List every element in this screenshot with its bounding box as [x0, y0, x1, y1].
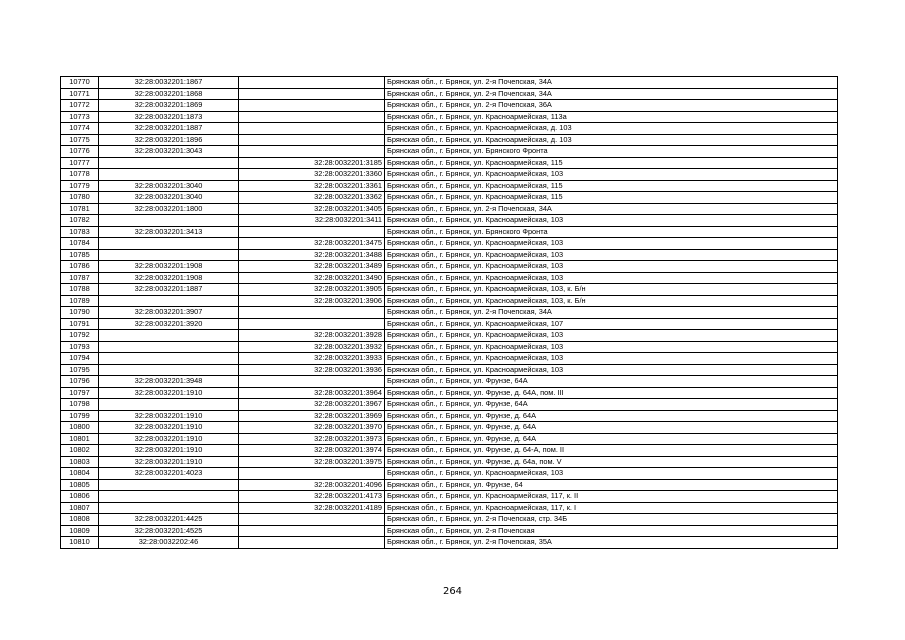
cadastral-number-2-cell: 32:28:0032201:3975 [239, 456, 385, 468]
address-cell: Брянская обл., г. Брянск, ул. Красноармейская, 103 [385, 341, 838, 353]
table-row [61, 249, 838, 261]
table-row [61, 376, 838, 388]
row-number-cell: 10804 [61, 468, 99, 480]
table-row [61, 364, 838, 376]
address-cell: Брянская обл., г. Брянск, ул. 2-я Почепская, 34А [385, 77, 838, 89]
cadastral-number-2-cell [239, 111, 385, 123]
cadastral-number-2-cell: 32:28:0032201:3362 [239, 192, 385, 204]
address-cell: Брянская обл., г. Брянск, ул. Фрунзе, 64А [385, 399, 838, 411]
cadastral-number-cell [99, 249, 239, 261]
address-cell: Брянская обл., г. Брянск, ул. 2-я Почепская, 34А [385, 307, 838, 319]
cadastral-number-cell: 32:28:0032201:4425 [99, 514, 239, 526]
cadastral-number-cell: 32:28:0032201:1910 [99, 410, 239, 422]
cadastral-number-2-cell: 32:28:0032201:3970 [239, 422, 385, 434]
table-row [61, 479, 838, 491]
address-cell: Брянская обл., г. Брянск, ул. Красноармейская, 103, к. Б/н [385, 295, 838, 307]
table-row [61, 134, 838, 146]
cadastral-number-2-cell: 32:28:0032201:3974 [239, 445, 385, 457]
row-number-cell: 10809 [61, 525, 99, 537]
row-number-cell: 10803 [61, 456, 99, 468]
table-row [61, 272, 838, 284]
cadastral-number-cell: 32:28:0032201:3907 [99, 307, 239, 319]
address-cell: Брянская обл., г. Брянск, ул. 2-я Почепская, 35А [385, 537, 838, 549]
cadastral-number-2-cell [239, 100, 385, 112]
cadastral-number-2-cell: 32:28:0032201:3489 [239, 261, 385, 273]
row-number-cell: 10799 [61, 410, 99, 422]
cadastral-number-2-cell [239, 226, 385, 238]
register-table-body [61, 77, 838, 549]
table-row [61, 238, 838, 250]
table-row [61, 422, 838, 434]
cadastral-number-cell: 32:28:0032201:1908 [99, 272, 239, 284]
row-number-cell: 10805 [61, 479, 99, 491]
cadastral-number-cell: 32:28:0032201:3040 [99, 192, 239, 204]
cadastral-number-cell: 32:28:0032201:1910 [99, 387, 239, 399]
cadastral-number-cell: 32:28:0032201:1910 [99, 445, 239, 457]
address-cell: Брянская обл., г. Брянск, ул. Красноармейская, 103 [385, 353, 838, 365]
cadastral-number-2-cell: 32:28:0032201:3361 [239, 180, 385, 192]
address-cell: Брянская обл., г. Брянск, ул. Красноармейская, 103, к. Б/н [385, 284, 838, 296]
row-number-cell: 10806 [61, 491, 99, 503]
row-number-cell: 10801 [61, 433, 99, 445]
table-row [61, 456, 838, 468]
address-cell: Брянская обл., г. Брянск, ул. Красноармейская, 103 [385, 330, 838, 342]
cadastral-number-2-cell: 32:28:0032201:3932 [239, 341, 385, 353]
address-cell: Брянская обл., г. Брянск, ул. Фрунзе, д. 64а, пом. V [385, 456, 838, 468]
cadastral-number-2-cell [239, 307, 385, 319]
cadastral-number-2-cell: 32:28:0032201:3928 [239, 330, 385, 342]
cadastral-number-2-cell [239, 123, 385, 135]
table-row [61, 410, 838, 422]
row-number-cell: 10772 [61, 100, 99, 112]
cadastral-number-cell: 32:28:0032201:1873 [99, 111, 239, 123]
cadastral-number-cell [99, 491, 239, 503]
cadastral-number-2-cell [239, 468, 385, 480]
address-cell: Брянская обл., г. Брянск, ул. Красноармейская, 103 [385, 215, 838, 227]
address-cell: Брянская обл., г. Брянск, ул. 2-я Почепская, 34А [385, 203, 838, 215]
cadastral-number-2-cell: 32:28:0032201:3967 [239, 399, 385, 411]
table-row [61, 123, 838, 135]
row-number-cell: 10789 [61, 295, 99, 307]
table-row [61, 353, 838, 365]
cadastral-number-2-cell: 32:28:0032201:3969 [239, 410, 385, 422]
cadastral-number-cell: 32:28:0032201:3040 [99, 180, 239, 192]
cadastral-number-cell [99, 169, 239, 181]
row-number-cell: 10787 [61, 272, 99, 284]
table-row [61, 433, 838, 445]
address-cell: Брянская обл., г. Брянск, ул. Фрунзе, д. 64А [385, 422, 838, 434]
cadastral-number-cell [99, 364, 239, 376]
cadastral-number-2-cell: 32:28:0032201:3405 [239, 203, 385, 215]
table-row [61, 226, 838, 238]
cadastral-number-cell: 32:28:0032202:46 [99, 537, 239, 549]
cadastral-number-2-cell: 32:28:0032201:3905 [239, 284, 385, 296]
row-number-cell: 10810 [61, 537, 99, 549]
cadastral-number-cell [99, 157, 239, 169]
table-row [61, 180, 838, 192]
table-row [61, 468, 838, 480]
address-cell: Брянская обл., г. Брянск, ул. Красноармейская, д. 103 [385, 123, 838, 135]
row-number-cell: 10800 [61, 422, 99, 434]
cadastral-number-2-cell: 32:28:0032201:4189 [239, 502, 385, 514]
cadastral-number-cell [99, 238, 239, 250]
row-number-cell: 10777 [61, 157, 99, 169]
cadastral-number-cell: 32:28:0032201:1887 [99, 123, 239, 135]
table-row [61, 525, 838, 537]
cadastral-number-cell: 32:28:0032201:3043 [99, 146, 239, 158]
row-number-cell: 10781 [61, 203, 99, 215]
row-number-cell: 10784 [61, 238, 99, 250]
table-row [61, 215, 838, 227]
address-cell: Брянская обл., г. Брянск, ул. Красноармейская, 115 [385, 157, 838, 169]
address-cell: Брянская обл., г. Брянск, ул. Фрунзе, д. 64А, пом. III [385, 387, 838, 399]
table-row [61, 157, 838, 169]
row-number-cell: 10788 [61, 284, 99, 296]
cadastral-number-2-cell: 32:28:0032201:3906 [239, 295, 385, 307]
cadastral-number-2-cell: 32:28:0032201:4096 [239, 479, 385, 491]
address-cell: Брянская обл., г. Брянск, ул. Фрунзе, 64А [385, 376, 838, 388]
cadastral-number-cell: 32:28:0032201:3413 [99, 226, 239, 238]
address-cell: Брянская обл., г. Брянск, ул. Красноармейская, 107 [385, 318, 838, 330]
cadastral-number-cell: 32:28:0032201:1867 [99, 77, 239, 89]
address-cell: Брянская обл., г. Брянск, ул. 2-я Почепская, стр. 34Б [385, 514, 838, 526]
cadastral-number-cell: 32:28:0032201:1887 [99, 284, 239, 296]
address-cell: Брянская обл., г. Брянск, ул. Красноармейская, 103 [385, 272, 838, 284]
address-cell: Брянская обл., г. Брянск, ул. Фрунзе, д. 64А [385, 433, 838, 445]
address-cell: Брянская обл., г. Брянск, ул. Красноармейская, 103 [385, 238, 838, 250]
cadastral-number-2-cell [239, 88, 385, 100]
address-cell: Брянская обл., г. Брянск, ул. 2-я Почепская, 34А [385, 88, 838, 100]
address-cell: Брянская обл., г. Брянск, ул. Брянского Фронта [385, 226, 838, 238]
register-table [60, 76, 838, 549]
cadastral-number-cell [99, 502, 239, 514]
table-row [61, 295, 838, 307]
page-number: 264 [442, 586, 463, 597]
address-cell: Брянская обл., г. Брянск, ул. Красноармейская, 115 [385, 192, 838, 204]
table-row [61, 491, 838, 503]
cadastral-number-cell: 32:28:0032201:1896 [99, 134, 239, 146]
cadastral-number-cell: 32:28:0032201:1800 [99, 203, 239, 215]
address-cell: Брянская обл., г. Брянск, ул. Фрунзе, д. 64-А, пом. II [385, 445, 838, 457]
table-row [61, 341, 838, 353]
address-cell: Брянская обл., г. Брянск, ул. Красноармейская, 103 [385, 261, 838, 273]
cadastral-number-cell: 32:28:0032201:1908 [99, 261, 239, 273]
address-cell: Брянская обл., г. Брянск, ул. Красноармейская, 103 [385, 468, 838, 480]
row-number-cell: 10778 [61, 169, 99, 181]
row-number-cell: 10790 [61, 307, 99, 319]
address-cell: Брянская обл., г. Брянск, ул. Красноармейская, 103 [385, 249, 838, 261]
table-row [61, 399, 838, 411]
address-cell: Брянская обл., г. Брянск, ул. Красноармейская, д. 103 [385, 134, 838, 146]
row-number-cell: 10771 [61, 88, 99, 100]
cadastral-number-cell [99, 330, 239, 342]
row-number-cell: 10775 [61, 134, 99, 146]
cadastral-number-2-cell [239, 514, 385, 526]
cadastral-number-cell: 32:28:0032201:1910 [99, 433, 239, 445]
cadastral-number-cell [99, 295, 239, 307]
table-row [61, 537, 838, 549]
cadastral-number-cell [99, 399, 239, 411]
address-cell: Брянская обл., г. Брянск, ул. Красноармейская, 103 [385, 364, 838, 376]
cadastral-number-2-cell [239, 134, 385, 146]
row-number-cell: 10802 [61, 445, 99, 457]
cadastral-number-cell [99, 341, 239, 353]
cadastral-number-2-cell [239, 77, 385, 89]
address-cell: Брянская обл., г. Брянск, ул. 2-я Почепская [385, 525, 838, 537]
row-number-cell: 10782 [61, 215, 99, 227]
row-number-cell: 10776 [61, 146, 99, 158]
table-row [61, 387, 838, 399]
row-number-cell: 10780 [61, 192, 99, 204]
address-cell: Брянская обл., г. Брянск, ул. Красноармейская, 103 [385, 169, 838, 181]
row-number-cell: 10795 [61, 364, 99, 376]
cadastral-number-cell: 32:28:0032201:1910 [99, 456, 239, 468]
table-row [61, 445, 838, 457]
cadastral-number-2-cell: 32:28:0032201:3490 [239, 272, 385, 284]
row-number-cell: 10785 [61, 249, 99, 261]
table-row [61, 318, 838, 330]
row-number-cell: 10786 [61, 261, 99, 273]
row-number-cell: 10798 [61, 399, 99, 411]
table-row [61, 111, 838, 123]
cadastral-number-2-cell: 32:28:0032201:3933 [239, 353, 385, 365]
address-cell: Брянская обл., г. Брянск, ул. Красноармейская, 117, к. II [385, 491, 838, 503]
cadastral-number-2-cell: 32:28:0032201:3475 [239, 238, 385, 250]
cadastral-number-2-cell: 32:28:0032201:3936 [239, 364, 385, 376]
cadastral-number-cell: 32:28:0032201:4023 [99, 468, 239, 480]
cadastral-number-cell: 32:28:0032201:4525 [99, 525, 239, 537]
row-number-cell: 10808 [61, 514, 99, 526]
address-cell: Брянская обл., г. Брянск, ул. Красноармейская, 115 [385, 180, 838, 192]
cadastral-number-cell: 32:28:0032201:3920 [99, 318, 239, 330]
address-cell: Брянская обл., г. Брянск, ул. Фрунзе, 64 [385, 479, 838, 491]
row-number-cell: 10774 [61, 123, 99, 135]
row-number-cell: 10770 [61, 77, 99, 89]
cadastral-number-2-cell [239, 318, 385, 330]
cadastral-number-cell: 32:28:0032201:3948 [99, 376, 239, 388]
cadastral-number-2-cell [239, 376, 385, 388]
table-row [61, 100, 838, 112]
address-cell: Брянская обл., г. Брянск, ул. Брянского Фронта [385, 146, 838, 158]
cadastral-number-cell [99, 479, 239, 491]
table-row [61, 169, 838, 181]
cadastral-number-2-cell [239, 525, 385, 537]
cadastral-number-2-cell: 32:28:0032201:4173 [239, 491, 385, 503]
cadastral-number-2-cell: 32:28:0032201:3411 [239, 215, 385, 227]
cadastral-number-cell [99, 353, 239, 365]
cadastral-number-2-cell [239, 146, 385, 158]
cadastral-number-cell: 32:28:0032201:1869 [99, 100, 239, 112]
table-row [61, 514, 838, 526]
cadastral-number-cell: 32:28:0032201:1868 [99, 88, 239, 100]
table-row [61, 330, 838, 342]
row-number-cell: 10793 [61, 341, 99, 353]
cadastral-number-2-cell [239, 537, 385, 549]
table-row [61, 77, 838, 89]
row-number-cell: 10797 [61, 387, 99, 399]
row-number-cell: 10807 [61, 502, 99, 514]
cadastral-number-2-cell: 32:28:0032201:3964 [239, 387, 385, 399]
row-number-cell: 10773 [61, 111, 99, 123]
cadastral-number-2-cell: 32:28:0032201:3973 [239, 433, 385, 445]
table-row [61, 502, 838, 514]
address-cell: Брянская обл., г. Брянск, ул. Фрунзе, д. 64А [385, 410, 838, 422]
row-number-cell: 10783 [61, 226, 99, 238]
address-cell: Брянская обл., г. Брянск, ул. Красноармейская, 117, к. I [385, 502, 838, 514]
row-number-cell: 10794 [61, 353, 99, 365]
cadastral-number-2-cell: 32:28:0032201:3488 [239, 249, 385, 261]
table-row [61, 192, 838, 204]
table-row [61, 88, 838, 100]
row-number-cell: 10792 [61, 330, 99, 342]
table-row [61, 261, 838, 273]
cadastral-number-2-cell: 32:28:0032201:3185 [239, 157, 385, 169]
table-row [61, 146, 838, 158]
table-row [61, 284, 838, 296]
cadastral-number-cell [99, 215, 239, 227]
table-row [61, 203, 838, 215]
row-number-cell: 10791 [61, 318, 99, 330]
cadastral-number-2-cell: 32:28:0032201:3360 [239, 169, 385, 181]
row-number-cell: 10779 [61, 180, 99, 192]
address-cell: Брянская обл., г. Брянск, ул. Красноармейская, 113а [385, 111, 838, 123]
cadastral-number-cell: 32:28:0032201:1910 [99, 422, 239, 434]
address-cell: Брянская обл., г. Брянск, ул. 2-я Почепская, 36А [385, 100, 838, 112]
row-number-cell: 10796 [61, 376, 99, 388]
table-row [61, 307, 838, 319]
